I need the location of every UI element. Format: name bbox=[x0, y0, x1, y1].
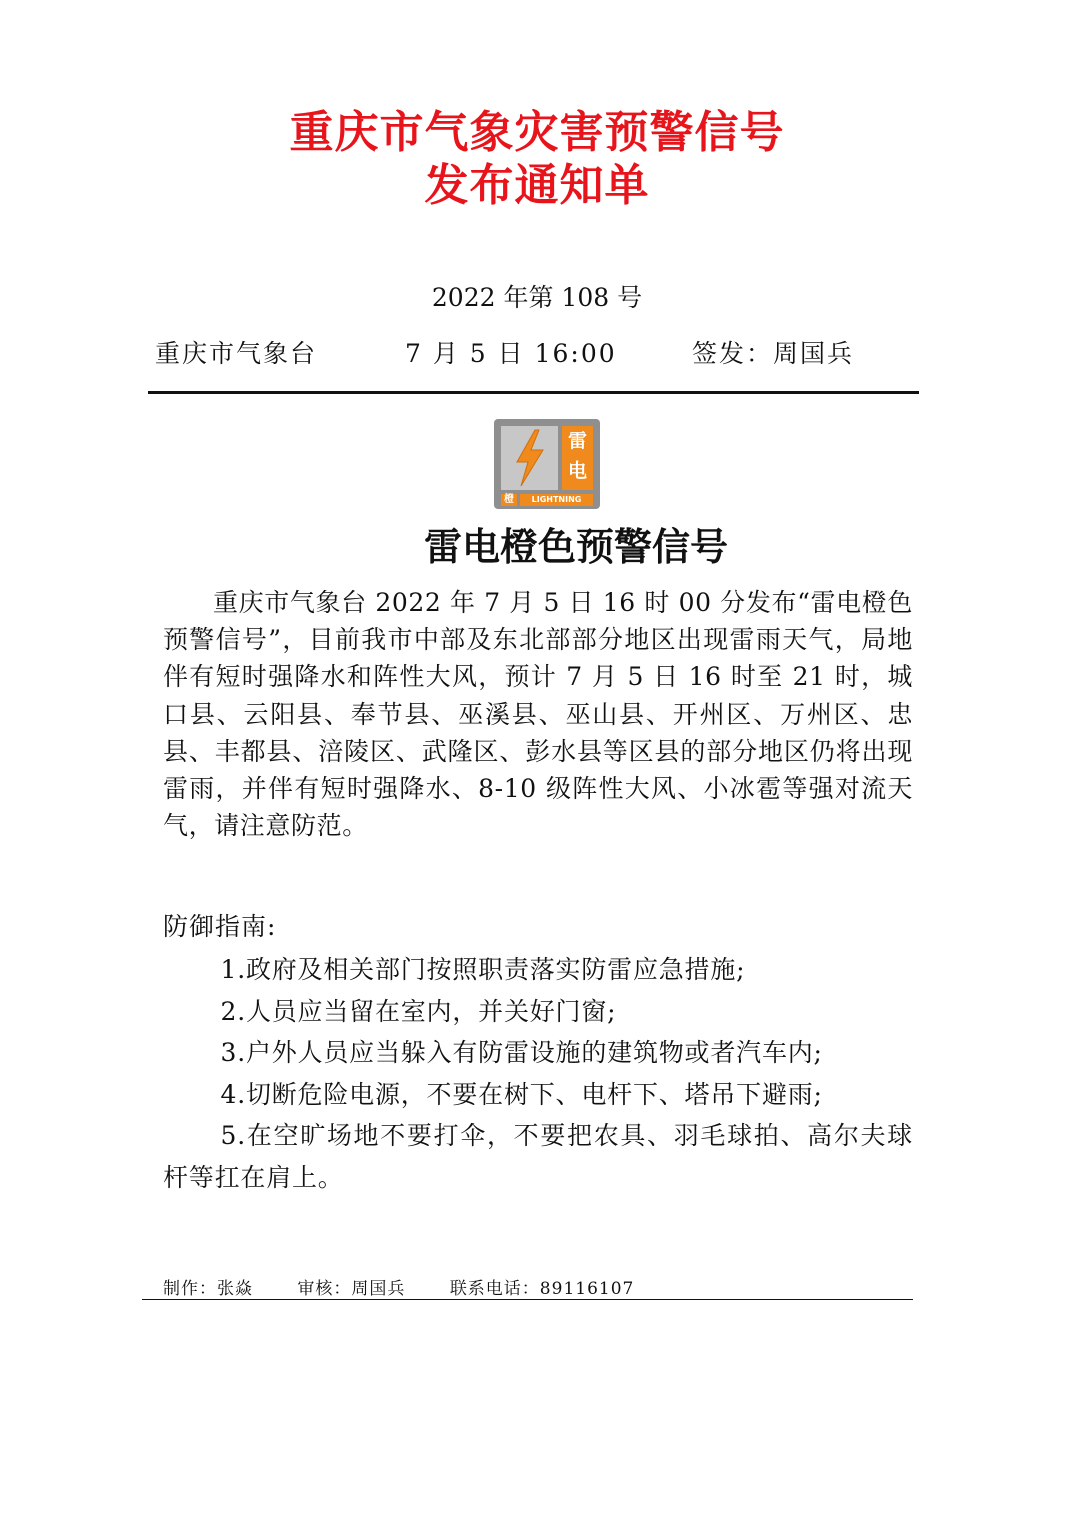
guide-label: 防御指南: bbox=[163, 912, 277, 941]
footer-reviewer: 审核：周国兵 bbox=[297, 1279, 406, 1299]
signal-title: 雷电橙色预警信号 bbox=[423, 524, 728, 569]
header-divider bbox=[148, 391, 919, 394]
document-title-line2: 发布通知单 bbox=[424, 160, 650, 211]
footer bbox=[163, 1274, 672, 1299]
signal-type-label bbox=[562, 426, 593, 490]
issue-number: 2022 年第 108 号 bbox=[431, 283, 643, 312]
lightning-orange-signal-icon bbox=[494, 419, 600, 509]
guide-item: 1.政府及相关部门按照职责落实防雷应急措施; bbox=[220, 955, 746, 984]
guide-item: 3.户外人员应当躲入有防雷设施的建筑物或者汽车内; bbox=[220, 1038, 823, 1067]
guide-list bbox=[163, 949, 913, 1198]
footer-maker: 制作：张焱 bbox=[163, 1279, 253, 1299]
document-title-line1: 重庆市气象灾害预警信号 bbox=[289, 107, 785, 158]
signal-caption: LIGHTNING bbox=[520, 494, 593, 506]
signal-char-bottom: 电 bbox=[567, 460, 587, 482]
footer-divider bbox=[142, 1299, 913, 1300]
issuer: 重庆市气象台 bbox=[155, 339, 318, 368]
lightning-bolt-icon bbox=[501, 426, 558, 490]
signal-level-tag: 橙 bbox=[501, 494, 517, 506]
signer: 签发：周国兵 bbox=[692, 339, 855, 368]
guide-item: 4.切断危险电源，不要在树下、电杆下、塔吊下避雨; bbox=[220, 1079, 823, 1109]
guide-item: 2.人员应当留在室内，并关好门窗; bbox=[220, 996, 617, 1026]
issue-time: 7 月 5 日 16:00 bbox=[405, 339, 617, 368]
footer-phone: 联系电话：89116107 bbox=[449, 1279, 635, 1299]
notice-body: 重庆市气象台 2022 年 7 月 5 日 16 时 00 分发布“雷电橙色预警信号”，目前我市中部及东北部部分地区出现雷雨天气，局地伴有短时强降水和阵性大风，预计 7 月 5 日 16 时至 21 时，城口县、云阳县、奉节县、巫溪县、巫山县、开州区、万州区、忠县、丰都县、涪陵区、武隆区、彭水县等区县的部分地区仍将出现雷雨，并伴有短时强降水、8-10 级阵性大风、小冰雹等强对流天气，请注意防范。 bbox=[163, 588, 913, 841]
guide-item: 5.在空旷场地不要打伞，不要把农具、羽毛球拍、高尔夫球杆等扛在肩上。 bbox=[163, 1121, 913, 1192]
signal-char-top: 雷 bbox=[567, 430, 587, 452]
